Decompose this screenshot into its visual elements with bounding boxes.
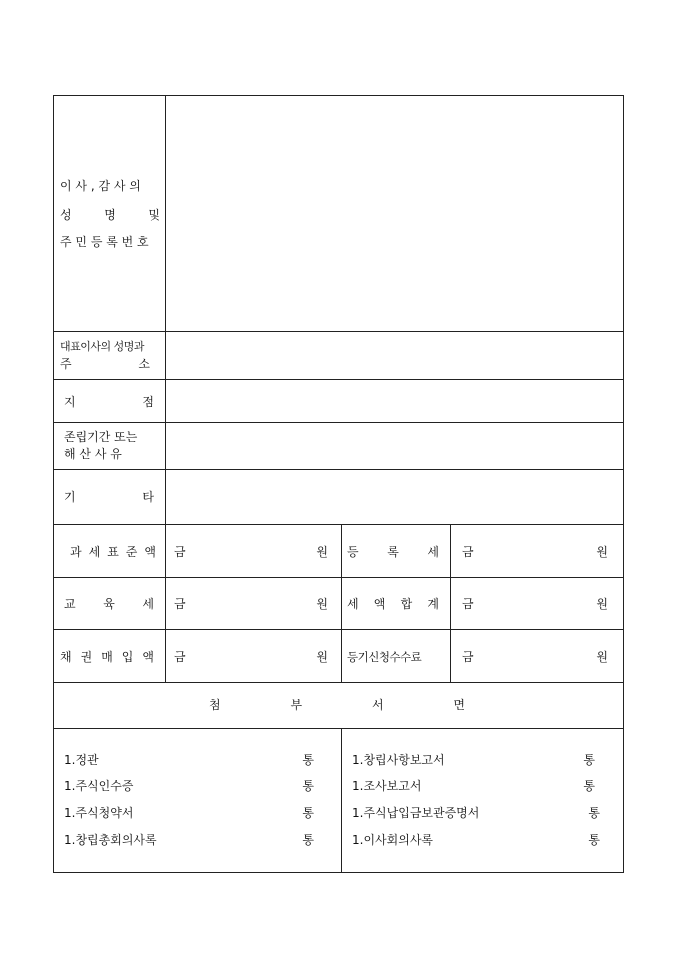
officers-label-line1: 이 사 , 감 사 의	[60, 179, 141, 193]
attachment-item: 1.창립총회의사록 통	[64, 833, 314, 847]
attachment-item: 1.창립사항보고서 통	[352, 753, 595, 767]
representative-label-line2: 주 소	[60, 357, 150, 371]
row-divider	[53, 728, 624, 729]
branch-value[interactable]	[172, 385, 618, 417]
bond-purchase-label: 채 권 매 입 액	[60, 650, 154, 664]
filing-fee-amount-field[interactable]: 금 원	[462, 650, 608, 664]
attachment-item: 1.조사보고서 통	[352, 779, 595, 793]
education-tax-amount-field[interactable]: 금 원	[174, 597, 328, 611]
duration-label-line1: 존립기간 또는	[64, 430, 138, 444]
row-divider	[53, 469, 624, 470]
duration-label-line2: 해 산 사 유	[64, 447, 122, 461]
row-divider	[53, 524, 624, 525]
tax-base-amount-field[interactable]: 금 원	[174, 545, 328, 559]
total-tax-amount-field[interactable]: 금 원	[462, 597, 608, 611]
attachment-item: 1.이사회의사록 통	[352, 833, 600, 847]
attachments-column-divider	[341, 728, 342, 873]
officers-label-line2: 성 명 및	[60, 208, 160, 222]
officers-value[interactable]	[172, 100, 618, 326]
row-divider	[53, 629, 624, 630]
bond-purchase-amount-field[interactable]: 금 원	[174, 650, 328, 664]
row-divider	[53, 379, 624, 380]
etc-label: 기 타	[64, 490, 154, 504]
etc-value[interactable]	[172, 475, 618, 519]
branch-label: 지 점	[64, 395, 154, 409]
attachments-title: 첨 부 서 면	[209, 698, 465, 712]
label-column-divider	[165, 95, 166, 682]
duration-value[interactable]	[172, 428, 618, 464]
fees-column-divider	[341, 524, 342, 682]
representative-label-line1: 대표이사의 성명과	[60, 340, 145, 353]
registration-tax-label: 등 록 세	[347, 545, 439, 559]
attachment-item: 1.주식인수증 통	[64, 779, 314, 793]
filing-fee-label: 등기신청수수료	[347, 650, 422, 664]
row-divider	[53, 331, 624, 332]
row-divider	[53, 682, 624, 683]
tax-base-label: 과 세 표 준 액	[70, 545, 156, 559]
registration-tax-amount-field[interactable]: 금 원	[462, 545, 608, 559]
attachment-item: 1.주식납입금보관증명서 통	[352, 806, 600, 820]
total-tax-label: 세 액 합 계	[347, 597, 439, 611]
attachment-item: 1.정관 통	[64, 753, 314, 767]
row-divider	[53, 577, 624, 578]
attachment-item: 1.주식청약서 통	[64, 806, 314, 820]
representative-value[interactable]	[172, 336, 618, 374]
row-divider	[53, 422, 624, 423]
education-tax-label: 교 육 세	[64, 597, 154, 611]
fees-column-divider	[450, 524, 451, 682]
officers-label-line3: 주 민 등 록 번 호	[60, 235, 149, 249]
